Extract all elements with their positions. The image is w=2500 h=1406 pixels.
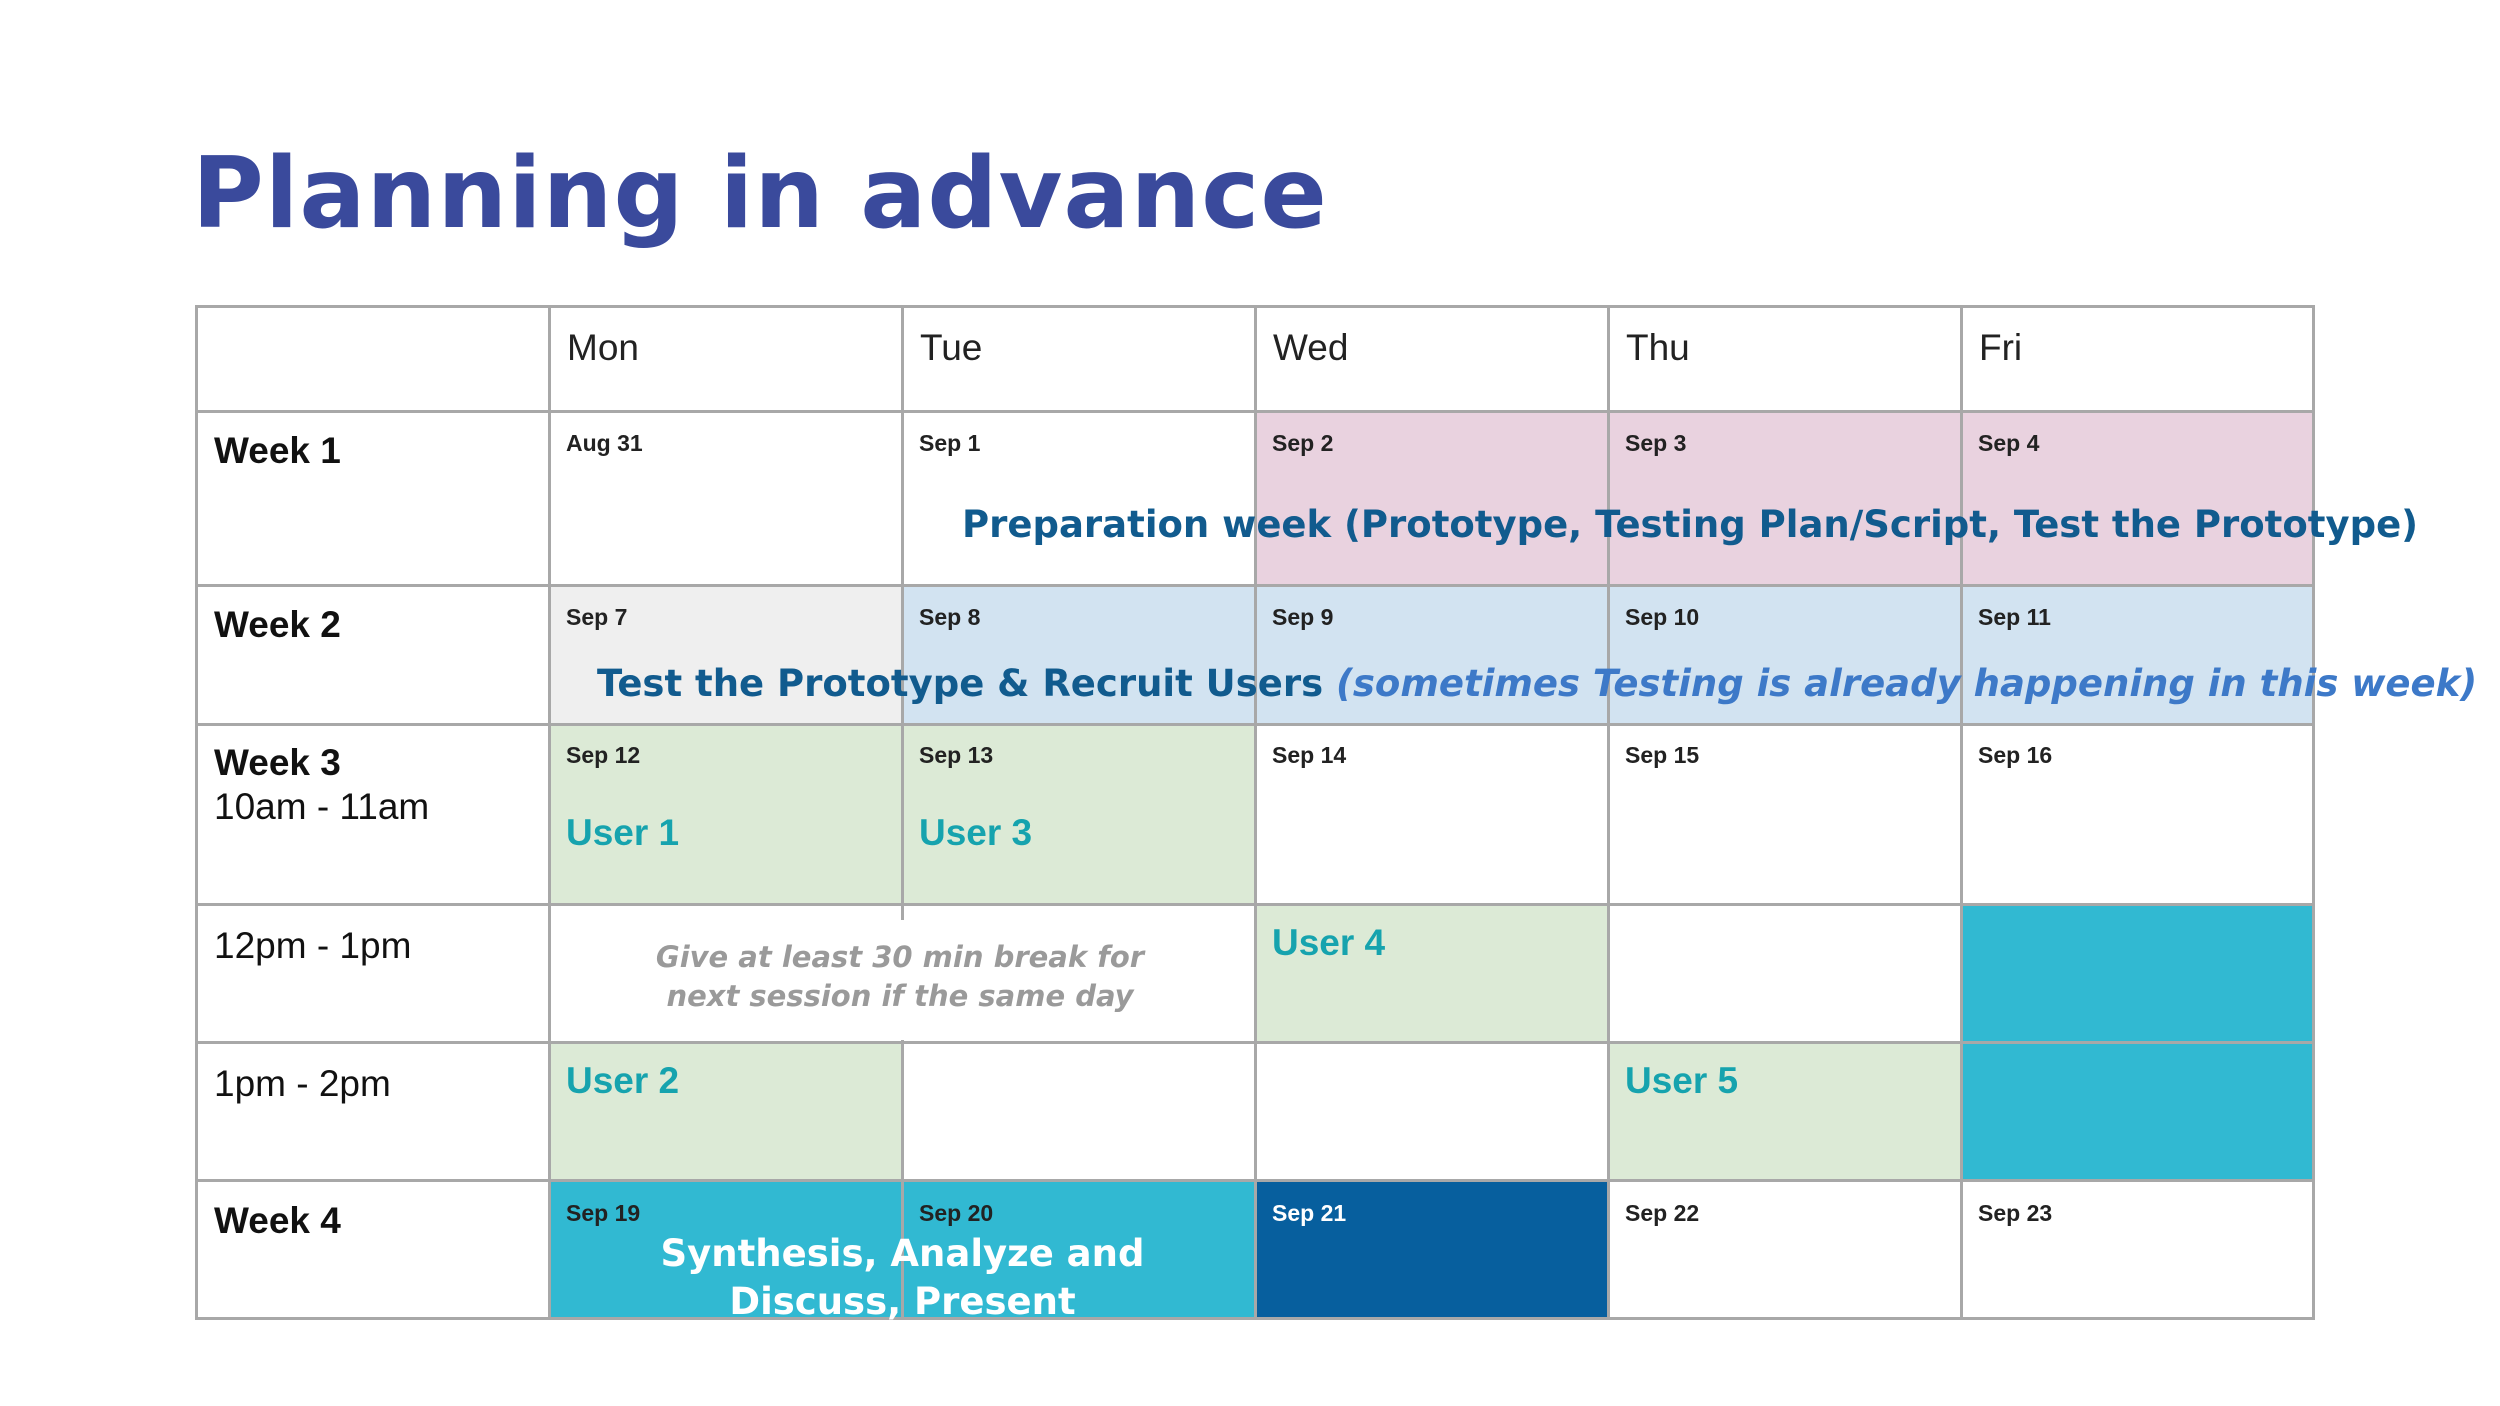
grid-line: [1960, 305, 1963, 1320]
teal-block-fri-2: [1961, 1043, 2313, 1181]
user-2-label: User 2: [566, 1060, 680, 1101]
row-label-week4: Week 4: [214, 1200, 341, 1241]
day-header-fri: Fri: [1979, 327, 2023, 368]
user-5-label: User 5: [1625, 1060, 1739, 1101]
grid-line: [2312, 305, 2315, 1320]
date-label: Sep 3: [1625, 430, 1687, 456]
preparation-week-label: Preparation week (Prototype, Testing Plan/Script, Test the Prototype): [962, 503, 2419, 546]
date-label: Sep 20: [919, 1200, 994, 1226]
date-label: Sep 13: [919, 742, 994, 768]
date-label: Sep 11: [1978, 604, 2051, 630]
date-label: Sep 10: [1625, 604, 1700, 630]
date-label: Sep 16: [1978, 742, 2053, 768]
recruit-users-label: [597, 662, 2478, 705]
grid-line: [195, 305, 198, 1320]
date-label: Sep 9: [1272, 604, 1334, 630]
date-label: Sep 12: [566, 742, 641, 768]
row-label-10am: 10am - 11am: [214, 786, 430, 827]
date-label: Sep 15: [1625, 742, 1700, 768]
user-1-label: User 1: [566, 812, 680, 853]
date-label: Sep 23: [1978, 1200, 2053, 1226]
day-header-thu: Thu: [1626, 327, 1690, 368]
date-label: Sep 14: [1272, 742, 1347, 768]
row-label-1pm: 1pm - 2pm: [214, 1063, 391, 1104]
date-label: Aug 31: [566, 430, 643, 456]
page-title: Planning in advance: [192, 137, 1328, 251]
grid-line: [1254, 305, 1257, 1320]
day-header-wed: Wed: [1273, 327, 1349, 368]
row-label-week3: Week 3: [214, 742, 341, 783]
row-label-week2: Week 2: [214, 604, 341, 645]
synthesis-label: Synthesis, Analyze and Discuss, Present: [660, 1232, 1145, 1324]
date-label: Sep 8: [919, 604, 981, 630]
row-label-12pm: 12pm - 1pm: [214, 925, 412, 966]
date-label: Sep 19: [566, 1200, 641, 1226]
row-label-week1: Week 1: [214, 430, 341, 471]
grid-line: [901, 305, 904, 920]
day-header-tue: Tue: [920, 327, 983, 368]
date-label: Sep 7: [566, 604, 628, 630]
date-label: Sep 21: [1272, 1200, 1347, 1226]
date-label: Sep 1: [919, 430, 981, 456]
preparation-fill: [1255, 412, 2313, 586]
recruit-main-text: Test the Prototype & Recruit Users: [597, 662, 1324, 705]
date-label: Sep 22: [1625, 1200, 1700, 1226]
recruit-note-text: (sometimes Testing is already happening in this week): [1336, 662, 2478, 705]
date-label: Sep 2: [1272, 430, 1334, 456]
grid-line: [548, 305, 551, 1320]
teal-block-fri-1: [1961, 905, 2313, 1043]
day-header-mon: Mon: [567, 327, 639, 368]
break-note: Give at least 30 min break for next session if the same day: [655, 940, 1145, 1014]
date-label: Sep 4: [1978, 430, 2040, 456]
user-4-label: User 4: [1272, 922, 1386, 963]
grid-line: [1607, 305, 1610, 1320]
user-3-label: User 3: [919, 812, 1033, 853]
